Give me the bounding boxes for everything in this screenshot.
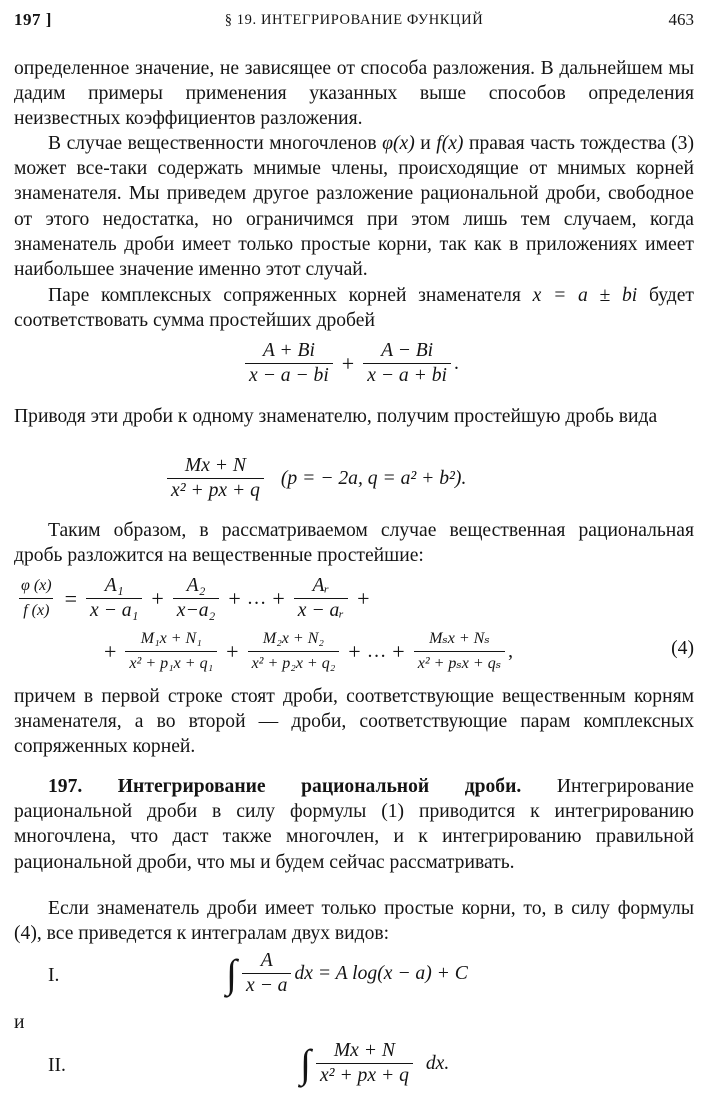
equation-4-line-2: + $\frac{\text{M₁x + N₁}}{\text{x² + p₁x + q₁}}$ + $\frac{\text{M₂x + N₂}}{\text{x² + p₂x + q₂}}$ + … + $\frac{\text{Mₛx + Nₛ}}{\text{x² + pₛx + qₛ}}$ , [98, 628, 513, 675]
equation-simple-fraction [164, 455, 466, 502]
paragraph-6: причем в первой строке стоят дроби, соответствующие вещественным корням знаменателя, а во второй — дроби, соответствующие парам комплексных сопряженных корней. [14, 686, 694, 758]
f-of-x: f(x) [436, 133, 464, 154]
lhs-fraction: $\frac{\varphi (x)}{f (x)}$ [17, 575, 56, 622]
condition: (p = − 2a, q = a² + b²). [280, 467, 467, 489]
equation-number-4: (4) [671, 638, 694, 659]
section-number: 197 ] [14, 10, 52, 29]
integral-2 [300, 1040, 449, 1087]
fraction-2: $\frac{A - Bi}{x - a + bi}$ [363, 340, 451, 387]
paragraph-8: Если знаменатель дроби имеет только простые корни, то, в силу формулы (4), все приведется к интегралам двух видов: [14, 898, 694, 945]
paragraph-3-text-a: Паре комплексных сопряженных корней знаменателя [48, 285, 533, 306]
integral-1 [226, 950, 468, 997]
integral-label-2: II. [48, 1055, 66, 1076]
conjugate-roots: x = a ± bi [532, 285, 638, 306]
equation-4-line-1: $\frac{\varphi (x)}{f (x)}$ = $\frac{\text{A₁}}{\text{x − a₁}}$ + $\frac{\text{A₂}}{\text{x−a₂}}$ + … + $\frac{\text{Aᵣ}}{\text{x − aᵣ}}$ + [14, 575, 376, 622]
and-word: и [14, 1012, 25, 1033]
integral-sign-1: ∫ [226, 950, 237, 996]
equation-conjugate-fractions: $\frac{A + Bi}{x - a - bi}$ + $\frac{A - Bi}{x - a + bi}$ . [242, 340, 459, 387]
phi-of-x: φ(x) [382, 133, 415, 154]
page-header [14, 10, 694, 34]
paragraph-7-body: Интегрирование рациональной дроби в силу формулы (1) приводится к интегрированию многочлена, что даст также многочлен, и к интегрированию правильной рациональной дроби, что мы и будем сейчас рассматривать. [14, 776, 694, 873]
term-a2: $\frac{\text{A₂}}{\text{x−a₂}}$ [173, 575, 220, 622]
paragraph-3 [14, 283, 694, 333]
term-m1: $\frac{\text{M₁x + N₁}}{\text{x² + p₁x + q₁}}$ [125, 628, 217, 675]
paragraph-5: Таким образом, в рассматриваемом случае вещественная рациональная дробь разложится на вещественные простейшие: [14, 520, 694, 567]
integral-sign-2: ∫ [300, 1040, 311, 1086]
term-ms: $\frac{\text{Mₛx + Nₛ}}{\text{x² + pₛx + qₛ}}$ [414, 628, 505, 675]
page-number: 463 [668, 10, 694, 29]
integral-label-1: I. [48, 965, 60, 986]
integral-1-fraction: $\frac{A}{x - a}$ [242, 950, 292, 997]
book-page [14, 0, 694, 1100]
running-title: § 19. ИНТЕГРИРОВАНИЕ ФУНКЦИЙ [224, 12, 484, 28]
integral-1-rhs: dx = A log(x − a) + C [294, 962, 468, 984]
integral-2-fraction: $\frac{Mx + N}{\text{x² + px + q}}$ [316, 1040, 413, 1087]
paragraph-1: определенное значение, не зависящее от способа разложения. В дальнейшем мы дадим примеры применения указанных выше способов определения неизвестных коэффициентов разложения. [14, 58, 694, 130]
term-a1: $\frac{\text{A₁}}{\text{x − a₁}}$ [86, 575, 142, 622]
paragraph-2-text-b: правая часть тождества (3) может все-таки содержать мнимые члены, происходящие от мнимых корней знаменателя. Мы приведем другое разложение рациональной дроби, свободное от этого недостатка, но ограничимся при этом лишь тем случаем, когда знаменатель дроби имеет только простые корни, так как в приложениях имеет наибольшее значение именно этот случай. [14, 133, 694, 281]
fraction-1: $\frac{A + Bi}{x - a - bi}$ [245, 340, 333, 387]
paragraph-4: Приводя эти дроби к одному знаменателю, получим простейшую дробь вида [14, 406, 658, 427]
paragraph-2 [14, 131, 694, 282]
section-197-title: 197. Интегрирование рациональной дроби. [48, 776, 522, 797]
paragraph-2-text-a: В случае вещественности многочленов [48, 133, 383, 154]
term-ar: $\frac{\text{Aᵣ}}{\text{x − aᵣ}}$ [294, 575, 348, 622]
fraction-mx-n: $\frac{Mx + N}{\text{x² + px + q}}$ [167, 455, 264, 502]
paragraph-3-text-b: будет соответствовать сумма простейших дробей [14, 285, 694, 332]
paragraph-7 [14, 774, 694, 875]
term-m2: $\frac{\text{M₂x + N₂}}{\text{x² + p₂x + q₂}}$ [248, 628, 340, 675]
integral-2-rhs: dx. [425, 1052, 450, 1074]
paragraph-2-and: и [414, 133, 437, 154]
